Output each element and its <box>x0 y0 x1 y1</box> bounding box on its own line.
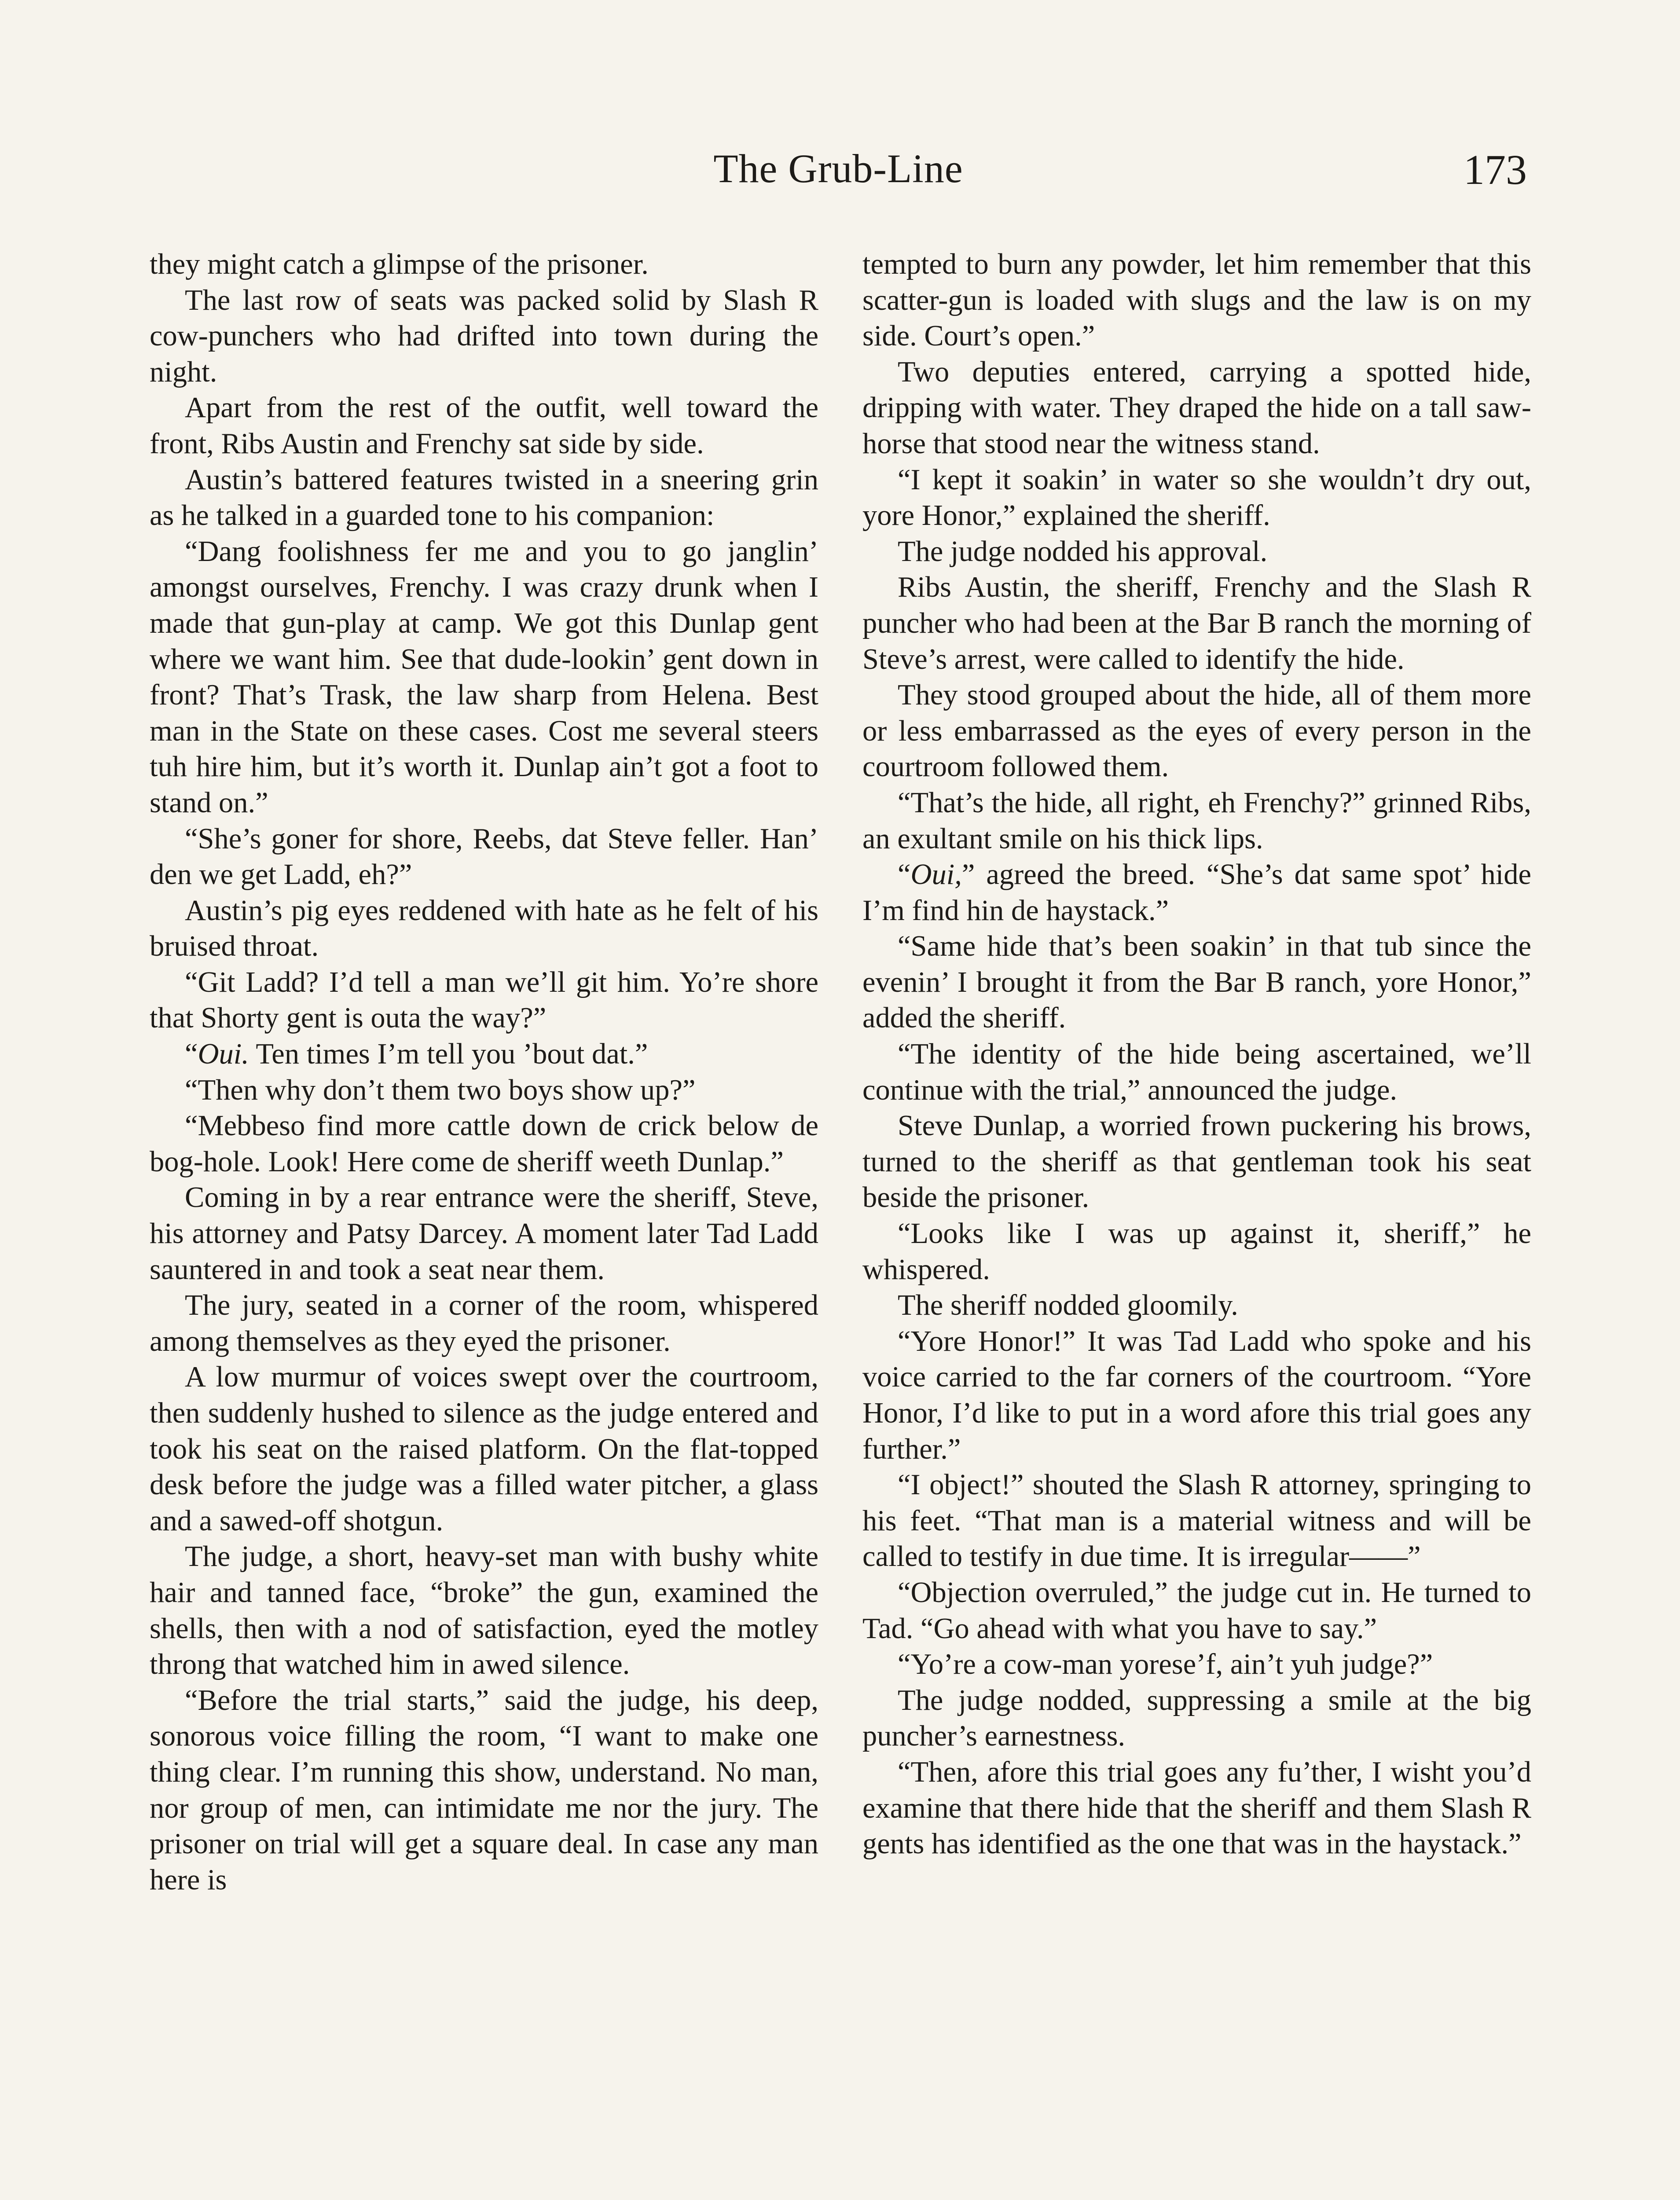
paragraph: Austin’s battered features twisted in a sneering grin as he talked in a guarded tone to his companion: <box>150 463 818 532</box>
paragraph: “She’s goner for shore, Reebs, dat Steve feller. Han’ den we get Ladd, eh?” <box>150 822 818 891</box>
paragraph: They stood grouped about the hide, all of them more or less embarrassed as the eyes of every person in the courtroom followed them. <box>862 679 1531 783</box>
paragraph: Two deputies entered, carrying a spotted hide, dripping with water. They draped the hide on a tall saw-horse that stood near the witness stand. <box>862 356 1531 460</box>
paragraph: The sheriff nodded gloomily. <box>898 1289 1238 1322</box>
paragraph: The judge nodded his approval. <box>898 535 1268 568</box>
running-header <box>150 145 1527 211</box>
paragraph: “I object!” shouted the Slash R attorney, springing to his feet. “That man is a material witness and will be called to testify in due time. It is irregular——” <box>862 1469 1531 1573</box>
left-text-column <box>150 246 818 1898</box>
paragraph: “Yore Honor!” It was Tad Ladd who spoke and his voice carried to the far corners of the courtroom. “Yore Honor, I’d like to put in a word afore this trial goes any further.” <box>862 1325 1531 1465</box>
paragraph: “The identity of the hide being ascertained, we’ll continue with the trial,” announced the judge. <box>862 1038 1531 1106</box>
paragraph: Apart from the rest of the outfit, well toward the front, Ribs Austin and Frenchy sat side by side. <box>150 392 818 460</box>
paragraph: “I kept it soakin’ in water so she wouldn’t dry out, yore Honor,” explained the sheriff. <box>862 463 1531 532</box>
paragraph: “Same hide that’s been soakin’ in that tub since the evenin’ I brought it from the Bar B ranch, yore Honor,” added the sheriff. <box>862 930 1531 1034</box>
paragraph: “Looks like I was up against it, sheriff,” he whispered. <box>862 1217 1531 1286</box>
right-text-column <box>862 246 1531 1862</box>
paragraph: Steve Dunlap, a worried frown puckering his brows, turned to the sheriff as that gentleman took his seat beside the prisoner. <box>862 1110 1531 1214</box>
paragraph: The last row of seats was packed solid by Slash R cow-punchers who had drifted into town during the night. <box>150 284 818 388</box>
running-title: The Grub-Line <box>713 146 963 191</box>
paragraph: Ribs Austin, the sheriff, Frenchy and the Slash R puncher who had been at the Bar B ranch the morning of Steve’s arrest, were called to identify the hide. <box>862 571 1531 675</box>
paragraph: “Yo’re a cow-man yorese’f, ain’t yuh judge?” <box>898 1648 1433 1681</box>
paragraph: The judge nodded, suppressing a smile at the big puncher’s earnestness. <box>862 1684 1531 1753</box>
paragraph: “Oui. Ten times I’m tell you ’bout dat.” <box>185 1038 648 1071</box>
paragraph: The jury, seated in a corner of the room, whispered among themselves as they eyed the prisoner. <box>150 1289 818 1357</box>
paragraph: Coming in by a rear entrance were the sheriff, Steve, his attorney and Patsy Darcey. A moment later Tad Ladd sauntered in and took a seat near them. <box>150 1181 818 1286</box>
paragraph: tempted to burn any powder, let him remember that this scatter-gun is loaded with slugs and the law is on my side. Court’s open.” <box>862 248 1531 352</box>
paragraph: “Oui,” agreed the breed. “She’s dat same spot’ hide I’m find hin de haystack.” <box>862 858 1531 927</box>
paragraph: “Then, afore this trial goes any fu’ther, I wisht you’d examine that there hide that the sheriff and them Slash R gents has identified as the one that was in the haystack.” <box>862 1756 1531 1860</box>
paragraph: “Mebbeso find more cattle down de crick below de bog-hole. Look! Here come de sheriff weeth Dunlap.” <box>150 1110 818 1178</box>
paragraph: they might catch a glimpse of the prisoner. <box>150 248 649 280</box>
page-number: 173 <box>1464 146 1527 193</box>
paragraph: “Then why don’t them two boys show up?” <box>185 1074 696 1106</box>
paragraph: “Objection overruled,” the judge cut in. He turned to Tad. “Go ahead with what you have to say.” <box>862 1576 1531 1645</box>
paragraph: “Git Ladd? I’d tell a man we’ll git him. Yo’re shore that Shorty gent is outa the way?” <box>150 966 818 1034</box>
paragraph: The judge, a short, heavy-set man with bushy white hair and tanned face, “broke” the gun, examined the shells, then with a nod of satisfaction, eyed the motley throng that watched him in awed silence. <box>150 1540 818 1681</box>
paragraph: “Dang foolishness fer me and you to go janglin’ amongst ourselves, Frenchy. I was crazy drunk when I made that gun-play at camp. We got this Dunlap gent where we want him. See that dude-lookin’ gent down in front? That’s Trask, the law sharp from Helena. Best man in the State on these cases. Cost me several steers tuh hire him, but it’s worth it. Dunlap ain’t got a foot to stand on.” <box>150 535 818 819</box>
paragraph: “Before the trial starts,” said the judge, his deep, sonorous voice filling the room, “I want to make one thing clear. I’m running this show, understand. No man, nor group of men, can intimidate me nor the jury. The prisoner on trial will get a square deal. In case any man here is <box>150 1684 818 1896</box>
paragraph: “That’s the hide, all right, eh Frenchy?” grinned Ribs, an exultant smile on his thick lips. <box>862 786 1531 855</box>
paragraph: Austin’s pig eyes reddened with hate as he felt of his bruised throat. <box>150 894 818 963</box>
paragraph: A low murmur of voices swept over the courtroom, then suddenly hushed to silence as the judge entered and took his seat on the raised platform. On the flat-topped desk before the judge was a filled water pitcher, a glass and a sawed-off shotgun. <box>150 1361 818 1537</box>
